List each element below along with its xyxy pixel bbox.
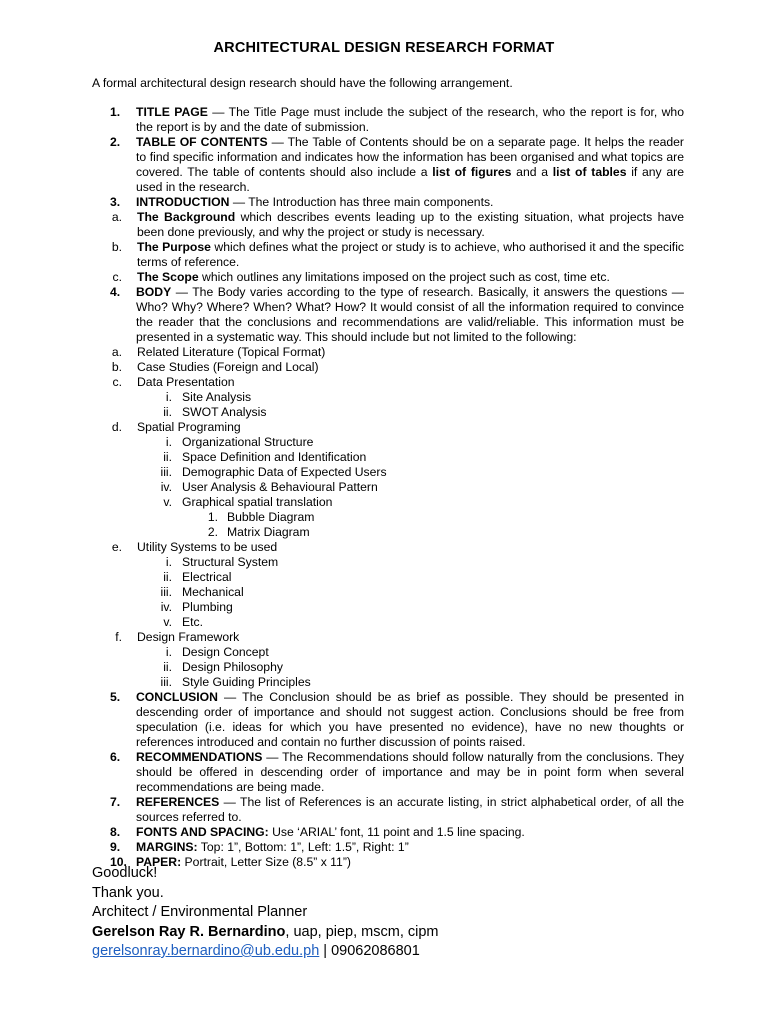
item-number: 8. xyxy=(110,825,121,839)
document-title: ARCHITECTURAL DESIGN RESEARCH FORMAT xyxy=(213,40,555,56)
sub-marker: iii. xyxy=(160,585,172,599)
sub-marker: ii. xyxy=(163,450,172,464)
item-text: The Table of Contents should be on a separate page. It helps the reader to find specific information and indicates how the information has been organised and what topics are covered. The table of contents should also include a xyxy=(136,135,684,179)
sub-item-background xyxy=(92,210,684,240)
sub-sub-item xyxy=(92,570,684,585)
intro-paragraph: A formal architectural design research should have the following arrangement. xyxy=(92,76,513,90)
item-number: 5. xyxy=(110,690,121,704)
sub-marker: i. xyxy=(165,390,172,404)
item-label: MARGINS: xyxy=(136,840,198,854)
sub-text: Related Literature (Topical Format) xyxy=(137,345,326,359)
sub-text: Mechanical xyxy=(182,585,244,599)
sub-item-purpose xyxy=(92,240,684,270)
item-separator: — xyxy=(207,105,229,119)
sub-marker: b. xyxy=(111,360,122,374)
item-number: 4. xyxy=(110,285,121,299)
sub-marker: 2. xyxy=(207,525,218,539)
sub-marker: i. xyxy=(165,645,172,659)
sub-item-related-literature xyxy=(92,345,684,360)
sub-marker: i. xyxy=(165,555,172,569)
list-item-recommendations xyxy=(92,750,684,795)
closing-block xyxy=(92,864,439,962)
sub-item-case-studies xyxy=(92,360,684,375)
sub-item-utility-systems xyxy=(92,540,684,555)
sub-marker: e. xyxy=(111,540,122,554)
sub-marker: c. xyxy=(112,375,122,389)
list-item-table-of-contents xyxy=(92,135,684,195)
sub-marker: ii. xyxy=(163,405,172,419)
list-item-introduction xyxy=(92,195,684,210)
item-separator: — xyxy=(217,690,243,704)
item-separator: — xyxy=(267,135,288,149)
sub-text: User Analysis & Behavioural Pattern xyxy=(182,480,378,494)
sub-item-scope xyxy=(92,270,684,285)
list-item-margins xyxy=(92,840,684,855)
item-text: Top: 1”, Bottom: 1”, Left: 1.5”, Right: 1” xyxy=(200,840,409,854)
list-item-title-page xyxy=(92,105,684,135)
list-item-references xyxy=(92,795,684,825)
item-separator: — xyxy=(229,195,249,209)
sub-text: Data Presentation xyxy=(137,375,235,389)
sub-sub-item xyxy=(92,480,684,495)
sub-sub-item xyxy=(92,390,684,405)
item-number: 6. xyxy=(110,750,121,764)
item-label: RECOMMENDATIONS xyxy=(136,750,263,764)
item-text: if any are used in the research. xyxy=(136,165,684,194)
sub-term: The Scope xyxy=(137,270,199,284)
sub-text: Spatial Programing xyxy=(137,420,241,434)
item-text: The Conclusion should be as brief as possible. They should be presented in descending order of importance and should not suggest action. Conclusions should be free from speculation (i.e. ideas for which you have presented no evidence), have no new thoughts or references introduced and contain no further discussion of points raised. xyxy=(136,690,684,749)
item-label: TITLE PAGE xyxy=(136,105,208,119)
item-number: 7. xyxy=(110,795,121,809)
sub-sub-item xyxy=(92,555,684,570)
sub-text: Bubble Diagram xyxy=(227,510,315,524)
sub-text: Design Framework xyxy=(137,630,240,644)
sub-marker: ii. xyxy=(163,570,172,584)
sub-marker: 1. xyxy=(207,510,218,524)
sub-text: Design Philosophy xyxy=(182,660,283,674)
sub-text: which describes events leading up to the existing situation, what projects have been done previously, and why the project or study is necessary. xyxy=(137,210,685,239)
sub-marker: iii. xyxy=(160,675,172,689)
sub-marker: ii. xyxy=(163,660,172,674)
sub-item-design-framework xyxy=(92,630,684,645)
item-text: Portrait, Letter Size (8.5” x 11”) xyxy=(184,855,351,869)
item-text: The Introduction has three main components. xyxy=(248,195,494,209)
item-text: The Title Page must include the subject of the research, who the report is for, who the report is by and the date of submission. xyxy=(136,105,684,134)
item-text: and a xyxy=(511,165,553,179)
sub-text: Utility Systems to be used xyxy=(137,540,278,554)
sub-sub-item xyxy=(92,405,684,420)
sub-text: which outlines any limitations imposed on the project such as cost, time etc. xyxy=(198,270,610,284)
author-title: Architect / Environmental Planner xyxy=(92,904,308,920)
item-label: INTRODUCTION xyxy=(136,195,230,209)
item-number: 3. xyxy=(110,195,121,209)
item-text: The Recommendations should follow naturally from the conclusions. They should be offered in descending order of importance and may be in point form when several recommendations are being made. xyxy=(136,750,684,794)
sub-text: which defines what the project or study is to achieve, who authorised it and the specific terms of reference. xyxy=(137,240,684,269)
sub-text: Site Analysis xyxy=(182,390,252,404)
sub-marker: iv. xyxy=(160,480,172,494)
item-separator: — xyxy=(219,795,241,809)
list-of-figures-term: list of figures xyxy=(432,165,512,179)
sub-marker: f. xyxy=(115,630,122,644)
sub-sub-sub-item xyxy=(92,510,684,525)
sub-sub-item xyxy=(92,585,684,600)
sub-sub-item xyxy=(92,645,684,660)
sub-sub-item xyxy=(92,450,684,465)
item-label: CONCLUSION xyxy=(136,690,218,704)
item-label: BODY xyxy=(136,285,172,299)
sub-text: Plumbing xyxy=(182,600,233,614)
sub-marker: a. xyxy=(111,210,122,224)
item-label: FONTS AND SPACING: xyxy=(136,825,269,839)
sub-sub-item xyxy=(92,675,684,690)
sub-text: Style Guiding Principles xyxy=(182,675,311,689)
contact-line xyxy=(92,942,439,962)
sub-item-data-presentation xyxy=(92,375,684,390)
item-label: PAPER: xyxy=(136,855,182,869)
item-number: 2. xyxy=(110,135,121,149)
sub-marker: v. xyxy=(163,495,172,509)
sub-text: Graphical spatial translation xyxy=(182,495,333,509)
sub-sub-sub-item xyxy=(92,525,684,540)
sub-text: Case Studies (Foreign and Local) xyxy=(137,360,319,374)
author-credentials: , uap, piep, mscm, cipm xyxy=(285,923,439,940)
sub-sub-item xyxy=(92,615,684,630)
sub-text: Organizational Structure xyxy=(182,435,314,449)
phone-number: 09062086801 xyxy=(331,943,420,959)
item-number: 9. xyxy=(110,840,121,854)
sub-sub-item xyxy=(92,435,684,450)
sub-marker: d. xyxy=(111,420,122,434)
list-item-body xyxy=(92,285,684,345)
item-number: 1. xyxy=(110,105,121,119)
sub-text: Design Concept xyxy=(182,645,269,659)
sub-marker: a. xyxy=(111,345,122,359)
item-text: The list of References is an accurate listing, in strict alphabetical order, of all the sources referred to. xyxy=(136,795,684,824)
author-name: Gerelson Ray R. Bernardino xyxy=(92,923,286,940)
item-text: Use ‘ARIAL’ font, 11 point and 1.5 line spacing. xyxy=(272,825,525,839)
sub-sub-item xyxy=(92,600,684,615)
goodluck-line: Goodluck! xyxy=(92,865,158,881)
sub-text: Demographic Data of Expected Users xyxy=(182,465,387,479)
sub-marker: i. xyxy=(165,435,172,449)
sub-term: The Background xyxy=(137,210,236,224)
item-label: TABLE OF CONTENTS xyxy=(136,135,268,149)
thank-you-line: Thank you. xyxy=(92,884,164,901)
format-list xyxy=(92,105,684,870)
list-of-tables-term: list of tables xyxy=(552,165,627,179)
item-label: REFERENCES xyxy=(136,795,220,809)
author-signature-line xyxy=(92,923,439,943)
item-separator: — xyxy=(262,750,283,764)
sub-marker: c. xyxy=(112,270,122,284)
list-item-fonts-and-spacing xyxy=(92,825,684,840)
sub-marker: v. xyxy=(163,615,172,629)
sub-text: Space Definition and Identification xyxy=(182,450,367,464)
sub-sub-item xyxy=(92,495,684,510)
sub-marker: iv. xyxy=(160,600,172,614)
sub-text: Electrical xyxy=(182,570,232,584)
contact-separator: | xyxy=(319,943,332,959)
list-item-conclusion xyxy=(92,690,684,750)
sub-marker: iii. xyxy=(160,465,172,479)
sub-term: The Purpose xyxy=(137,240,211,254)
item-text: The Body varies according to the type of research. Basically, it answers the questions — Who? Why? Where? When? What? How? It would consist of all the information required to convince the reader that the conclusions and recommendations are valid/reliable. This information must be presented in a systematic way. This should include but not limited to the following: xyxy=(136,285,684,344)
email-link[interactable]: gerelsonray.bernardino@ub.edu.ph xyxy=(92,943,320,959)
item-number: 10. xyxy=(110,855,127,869)
sub-item-spatial-programing xyxy=(92,420,684,435)
sub-sub-item xyxy=(92,465,684,480)
sub-text: Matrix Diagram xyxy=(227,525,310,539)
sub-text: SWOT Analysis xyxy=(182,405,267,419)
sub-text: Structural System xyxy=(182,555,279,569)
sub-sub-item xyxy=(92,660,684,675)
sub-marker: b. xyxy=(111,240,122,254)
sub-text: Etc. xyxy=(182,615,203,629)
item-separator: — xyxy=(171,285,193,299)
